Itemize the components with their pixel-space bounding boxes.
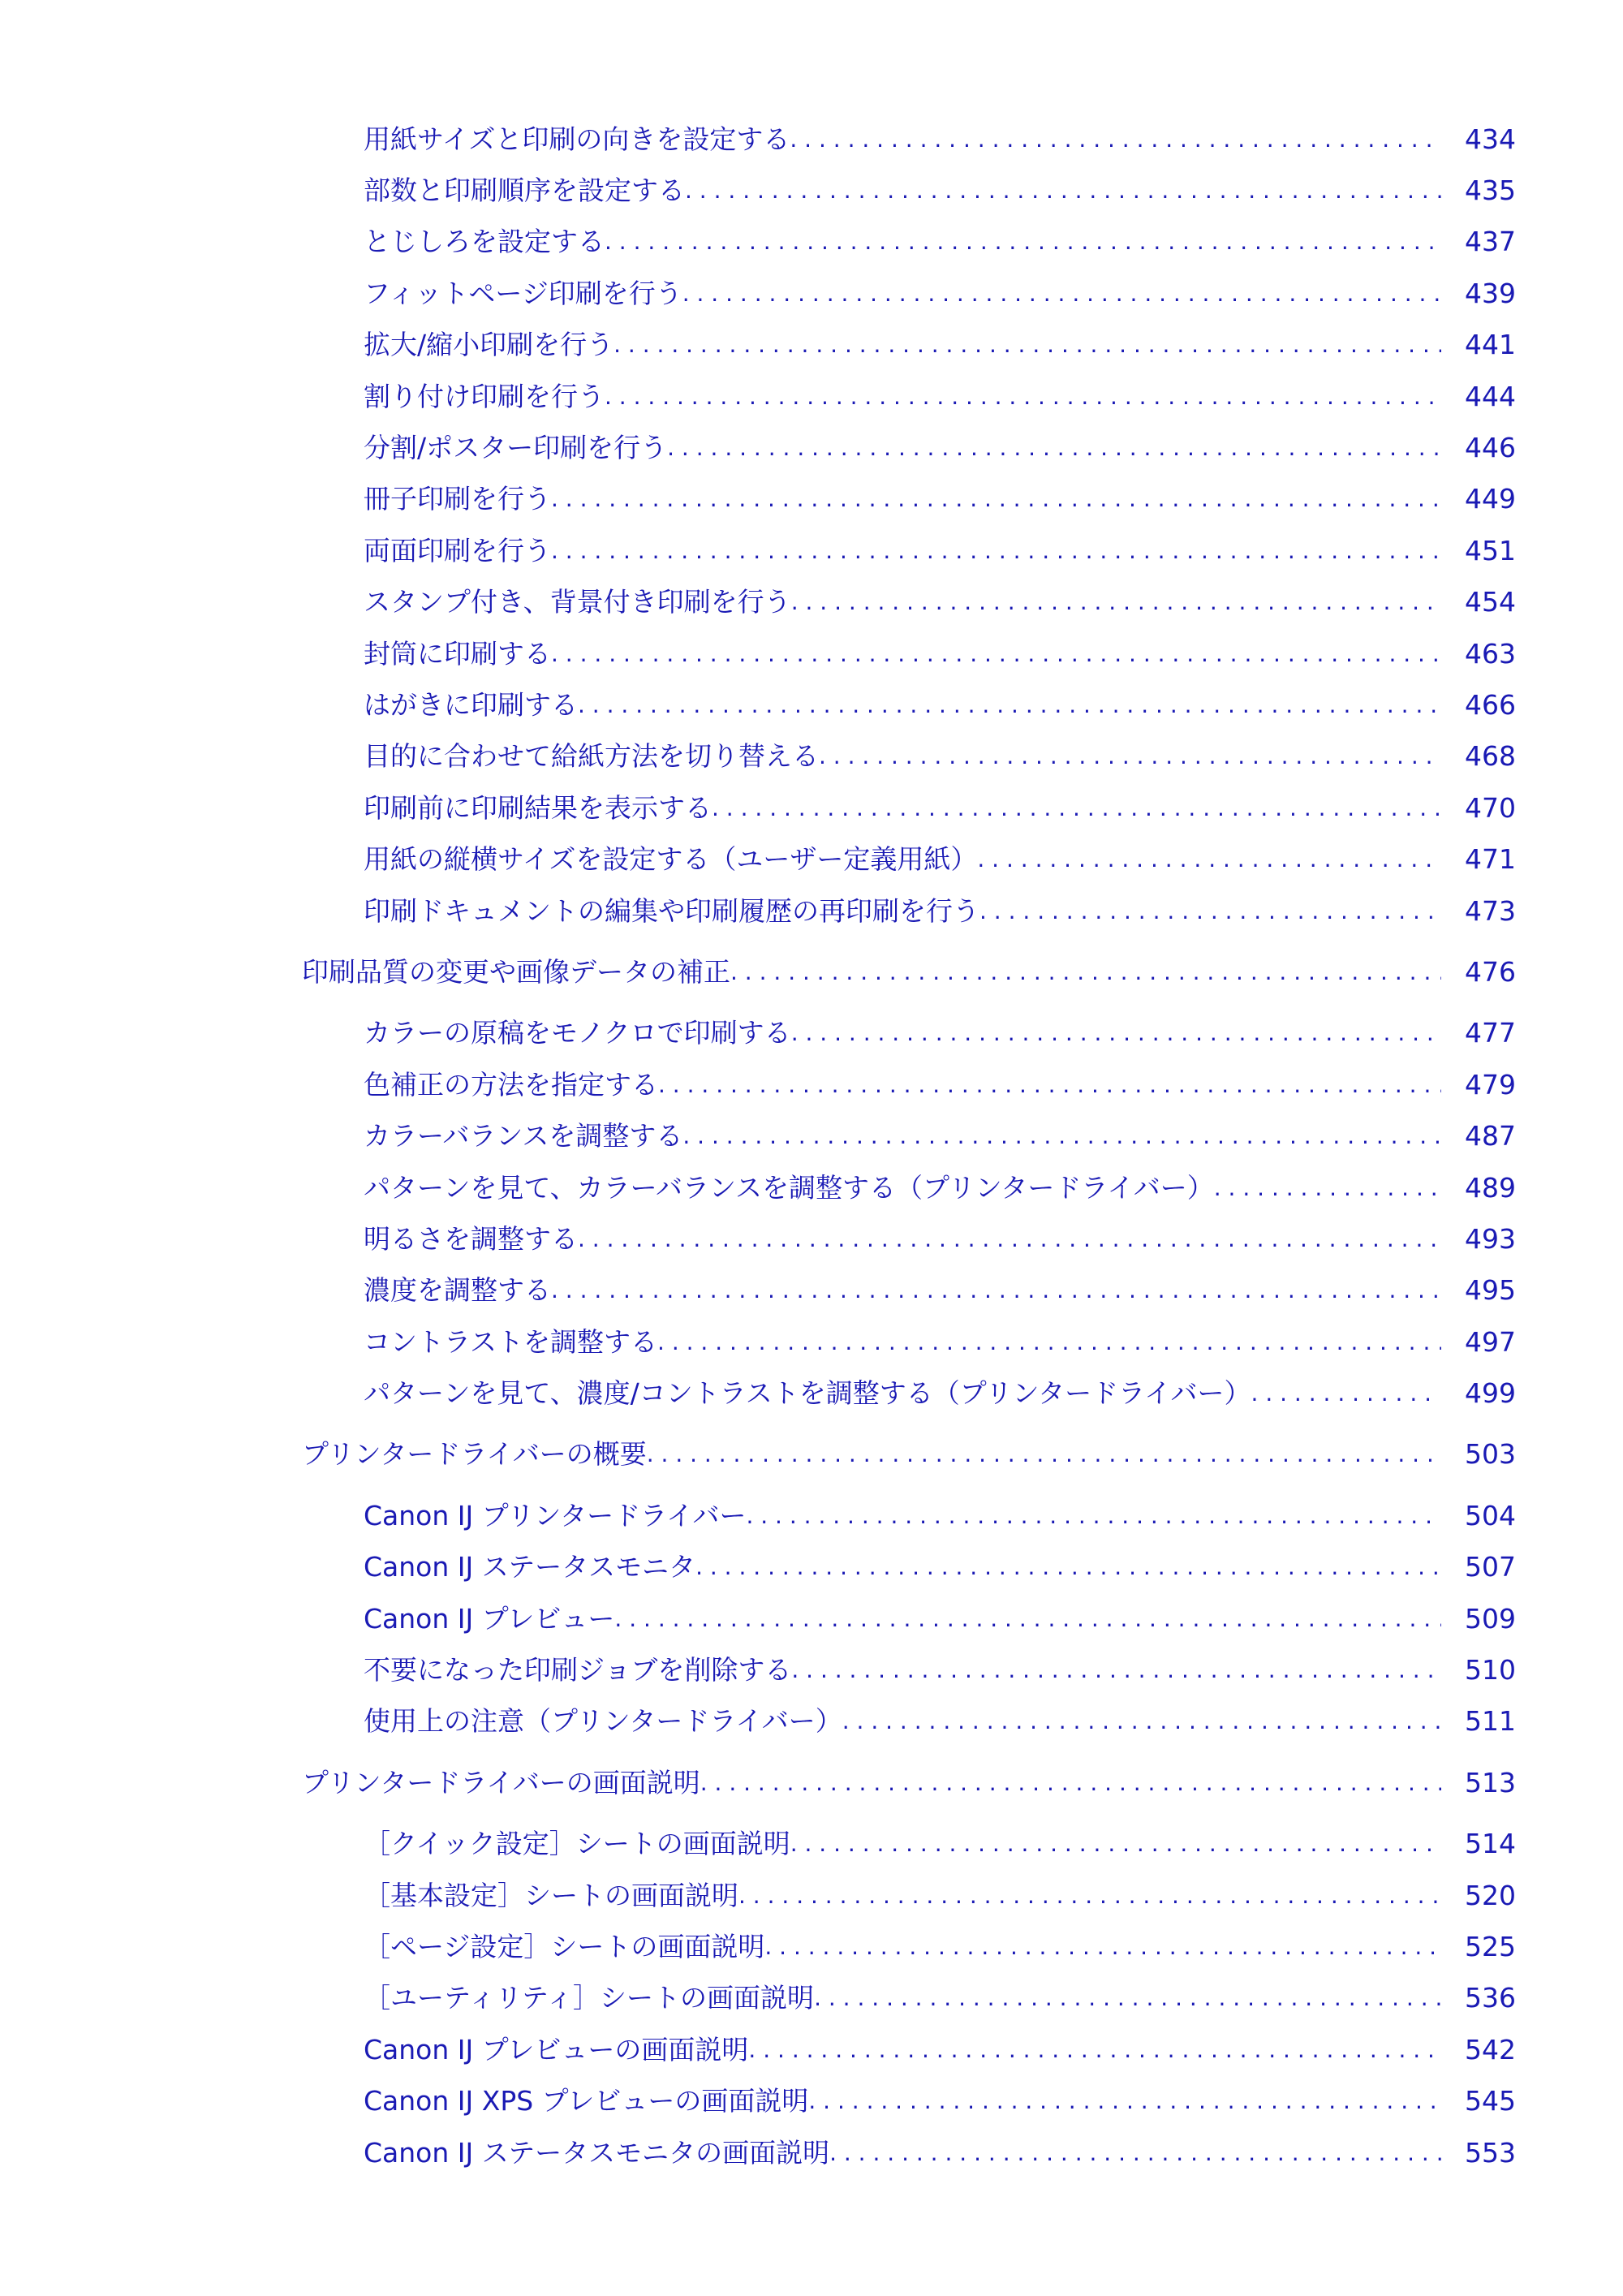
- toc-dot-leader: [1251, 1377, 1441, 1410]
- toc-entry-link[interactable]: [0, 628, 1623, 679]
- toc-entry-title: 不要になった印刷ジョブを削除する: [364, 1654, 792, 1686]
- toc-entry-link[interactable]: [0, 217, 1623, 268]
- toc-dot-leader: [647, 1438, 1441, 1471]
- toc-dot-leader: [748, 2034, 1441, 2066]
- toc-entry-title: カラーの原稿をモノクロで印刷する: [364, 1017, 791, 1049]
- toc-dot-leader: [605, 381, 1441, 413]
- toc-dot-leader: [551, 638, 1441, 670]
- toc-entry-link[interactable]: [0, 885, 1623, 937]
- toc-entry-link[interactable]: [0, 1593, 1623, 1644]
- toc-entry-title: とじしろを設定する: [364, 226, 605, 258]
- toc-entry-link[interactable]: [0, 165, 1623, 216]
- toc-dot-leader: [814, 1982, 1441, 2014]
- toc-page-number: 509: [1465, 1602, 1516, 1635]
- toc-entry-title: フィットページ印刷を行う: [364, 277, 682, 309]
- toc-dot-leader: [764, 1931, 1441, 1963]
- toc-entry-title: 部数と印刷順序を設定する: [364, 174, 685, 207]
- toc-dot-leader: [842, 1705, 1441, 1738]
- toc-entry-link[interactable]: [0, 1696, 1623, 1747]
- toc-entry-link[interactable]: [0, 371, 1623, 422]
- toc-entry-title: Canon IJ プリンタードライバー: [364, 1499, 747, 1531]
- toc-page-number: 439: [1465, 277, 1516, 309]
- toc-entry-link[interactable]: [0, 834, 1623, 885]
- toc-entry-link[interactable]: [0, 1162, 1623, 1213]
- toc-entry-link[interactable]: [0, 679, 1623, 730]
- toc-entry-title: 明るさを調整する: [364, 1222, 578, 1255]
- toc-page-number: 476: [1465, 955, 1516, 988]
- toc-entry-title: カラーバランスを調整する: [364, 1120, 683, 1152]
- toc-entry-link[interactable]: [0, 1316, 1623, 1368]
- toc-page-number: 545: [1465, 2085, 1516, 2117]
- toc-page-number: 513: [1465, 1766, 1516, 1798]
- toc-page-number: 497: [1465, 1325, 1516, 1358]
- toc-page-number: 449: [1465, 483, 1516, 515]
- toc-entry-link[interactable]: [0, 1870, 1623, 1921]
- toc-page-number: 446: [1465, 432, 1516, 464]
- toc-page-number: 499: [1465, 1377, 1516, 1410]
- toc-page-number: 463: [1465, 637, 1516, 670]
- toc-page-number: 434: [1465, 123, 1516, 155]
- toc-page-number: 437: [1465, 226, 1516, 258]
- toc-dot-leader: [712, 792, 1441, 825]
- toc-dot-leader: [819, 740, 1441, 773]
- toc-dot-leader: [791, 1017, 1441, 1049]
- toc-page-number: 511: [1465, 1705, 1516, 1738]
- toc-dot-leader: [658, 1069, 1441, 1101]
- toc-entry-title: 使用上の注意（プリンタードライバー）: [364, 1705, 842, 1738]
- toc-entry-link[interactable]: [0, 1542, 1623, 1593]
- toc-dot-leader: [551, 535, 1441, 567]
- toc-page-number: 493: [1465, 1222, 1516, 1255]
- toc-dot-leader: [613, 329, 1441, 361]
- toc-entry-title: ［クイック設定］シートの画面説明: [364, 1828, 790, 1860]
- toc-entry-link[interactable]: [0, 731, 1623, 782]
- toc-dot-leader: [808, 2085, 1441, 2117]
- toc-page-number: 435: [1465, 174, 1516, 207]
- toc-entry-title: プリンタードライバーの概要: [302, 1438, 647, 1471]
- toc-entry-link[interactable]: [0, 2127, 1623, 2178]
- toc-page-number: 473: [1465, 894, 1516, 927]
- toc-dot-leader: [614, 1603, 1441, 1635]
- toc-entry-title: パターンを見て、濃度/コントラストを調整する（プリンタードライバー）: [364, 1377, 1251, 1410]
- toc-dot-leader: [791, 1654, 1441, 1686]
- toc-page-number: 479: [1465, 1068, 1516, 1101]
- toc-entry-link[interactable]: [0, 1921, 1623, 1972]
- toc-page-number: 454: [1465, 586, 1516, 618]
- toc-entry-title: ［基本設定］シートの画面説明: [364, 1879, 738, 1911]
- toc-page-number: 466: [1465, 688, 1516, 721]
- toc-page-number: 468: [1465, 740, 1516, 773]
- toc-entry-title: 分割/ポスター印刷を行う: [364, 432, 668, 464]
- toc-entry-link[interactable]: [0, 1213, 1623, 1264]
- toc-dot-leader: [979, 895, 1441, 928]
- toc-entry-title: 封筒に印刷する: [364, 637, 551, 670]
- toc-entry-link[interactable]: [0, 577, 1623, 628]
- toc-entry-link[interactable]: [0, 474, 1623, 525]
- toc-page-number: 477: [1465, 1017, 1516, 1049]
- toc-dot-leader: [977, 843, 1441, 876]
- toc-dot-leader: [578, 689, 1441, 722]
- toc-page-number: 553: [1465, 2136, 1516, 2169]
- toc-dot-leader: [738, 1880, 1441, 1912]
- toc-entry-title: パターンを見て、カラーバランスを調整する（プリンタードライバー）: [364, 1171, 1214, 1204]
- toc-entry-title: Canon IJ ステータスモニタ: [364, 1551, 696, 1583]
- toc-dot-leader: [685, 174, 1441, 207]
- toc-entry-title: 印刷品質の変更や画像データの補正: [302, 955, 730, 988]
- toc-entry-link[interactable]: [0, 1490, 1623, 1541]
- toc-entry-link[interactable]: [0, 1973, 1623, 2024]
- toc-dot-leader: [790, 123, 1441, 156]
- toc-dot-leader: [605, 226, 1441, 258]
- toc-page-number: 542: [1465, 2033, 1516, 2066]
- toc-entry-link[interactable]: [0, 525, 1623, 576]
- toc-entry-title: はがきに印刷する: [364, 688, 578, 721]
- toc-page-number: 525: [1465, 1930, 1516, 1962]
- toc-dot-leader: [1214, 1172, 1441, 1204]
- toc-entry-title: 印刷ドキュメントの編集や印刷履歴の再印刷を行う: [364, 894, 979, 927]
- toc-page-number: 503: [1465, 1438, 1516, 1471]
- toc-entry-link[interactable]: [0, 268, 1623, 319]
- toc-entry-link[interactable]: [0, 2024, 1623, 2075]
- toc-entry-link[interactable]: [0, 1008, 1623, 1059]
- toc-entry-link[interactable]: [0, 1819, 1623, 1870]
- toc-dot-leader: [730, 956, 1441, 989]
- toc-dot-leader: [682, 278, 1441, 310]
- toc-entry-link[interactable]: [0, 1110, 1623, 1161]
- toc-entry-title: スタンプ付き、背景付き印刷を行う: [364, 586, 791, 618]
- toc-entry-title: ［ページ設定］シートの画面説明: [364, 1930, 765, 1962]
- toc-entry-title: Canon IJ XPS プレビューの画面説明: [364, 2085, 809, 2117]
- toc-page-number: 510: [1465, 1654, 1516, 1686]
- toc-entry-link[interactable]: [0, 320, 1623, 371]
- toc-entry-title: 印刷前に印刷結果を表示する: [364, 791, 712, 824]
- toc-entry-title: Canon IJ ステータスモニタの画面説明: [364, 2136, 830, 2169]
- toc-entry-link[interactable]: [0, 1368, 1623, 1419]
- toc-page-number: 487: [1465, 1120, 1516, 1152]
- toc-page-number: 451: [1465, 534, 1516, 566]
- toc-section-link[interactable]: [0, 1429, 1623, 1480]
- toc-entry-link[interactable]: [0, 1059, 1623, 1110]
- toc-dot-leader: [578, 1223, 1441, 1256]
- toc-page-number: 504: [1465, 1499, 1516, 1531]
- toc-page-number: 507: [1465, 1551, 1516, 1583]
- toc-dot-leader: [829, 2137, 1441, 2169]
- toc-dot-leader: [667, 432, 1441, 464]
- toc-entry-title: Canon IJ プレビュー: [364, 1602, 615, 1635]
- toc-entry-title: プリンタードライバーの画面説明: [302, 1766, 700, 1798]
- toc-entry-title: 目的に合わせて給紙方法を切り替える: [364, 740, 819, 773]
- toc-page-number: 514: [1465, 1828, 1516, 1860]
- toc-entry-title: 濃度を調整する: [364, 1274, 551, 1307]
- table-of-contents: [0, 114, 1623, 2178]
- toc-dot-leader: [790, 1828, 1441, 1860]
- toc-entry-link[interactable]: [0, 1265, 1623, 1316]
- toc-section-link[interactable]: [0, 946, 1623, 997]
- toc-dot-leader: [551, 1274, 1441, 1307]
- toc-dot-leader: [682, 1120, 1441, 1152]
- toc-entry-title: Canon IJ プレビューの画面説明: [364, 2033, 749, 2066]
- toc-entry-title: 用紙サイズと印刷の向きを設定する: [364, 123, 790, 155]
- toc-dot-leader: [657, 1326, 1441, 1359]
- toc-page-number: 444: [1465, 380, 1516, 412]
- toc-section-link[interactable]: [0, 1757, 1623, 1808]
- toc-dot-leader: [695, 1551, 1441, 1583]
- toc-page-number: 495: [1465, 1274, 1516, 1307]
- toc-entry-title: ［ユーティリティ］シートの画面説明: [364, 1982, 815, 2014]
- toc-entry-link[interactable]: [0, 1644, 1623, 1695]
- toc-page-number: 470: [1465, 791, 1516, 824]
- toc-dot-leader: [746, 1500, 1441, 1532]
- toc-entry-link[interactable]: [0, 2075, 1623, 2126]
- toc-page-number: 441: [1465, 329, 1516, 361]
- toc-entry-title: 割り付け印刷を行う: [364, 380, 605, 412]
- toc-page-number: 489: [1465, 1171, 1516, 1204]
- toc-page-number: 471: [1465, 843, 1516, 876]
- toc-entry-title: 用紙の縦横サイズを設定する（ユーザー定義用紙）: [364, 843, 978, 876]
- toc-page-number: 520: [1465, 1879, 1516, 1911]
- toc-entry-title: コントラストを調整する: [364, 1325, 658, 1358]
- toc-dot-leader: [791, 586, 1441, 618]
- toc-entry-title: 拡大/縮小印刷を行う: [364, 329, 614, 361]
- toc-entry-link[interactable]: [0, 114, 1623, 165]
- toc-entry-title: 両面印刷を行う: [364, 534, 551, 566]
- toc-entry-title: 色補正の方法を指定する: [364, 1068, 658, 1101]
- toc-entry-link[interactable]: [0, 782, 1623, 834]
- toc-dot-leader: [551, 483, 1441, 515]
- toc-entry-link[interactable]: [0, 422, 1623, 473]
- toc-dot-leader: [700, 1767, 1441, 1799]
- toc-entry-title: 冊子印刷を行う: [364, 483, 551, 515]
- toc-page-number: 536: [1465, 1982, 1516, 2014]
